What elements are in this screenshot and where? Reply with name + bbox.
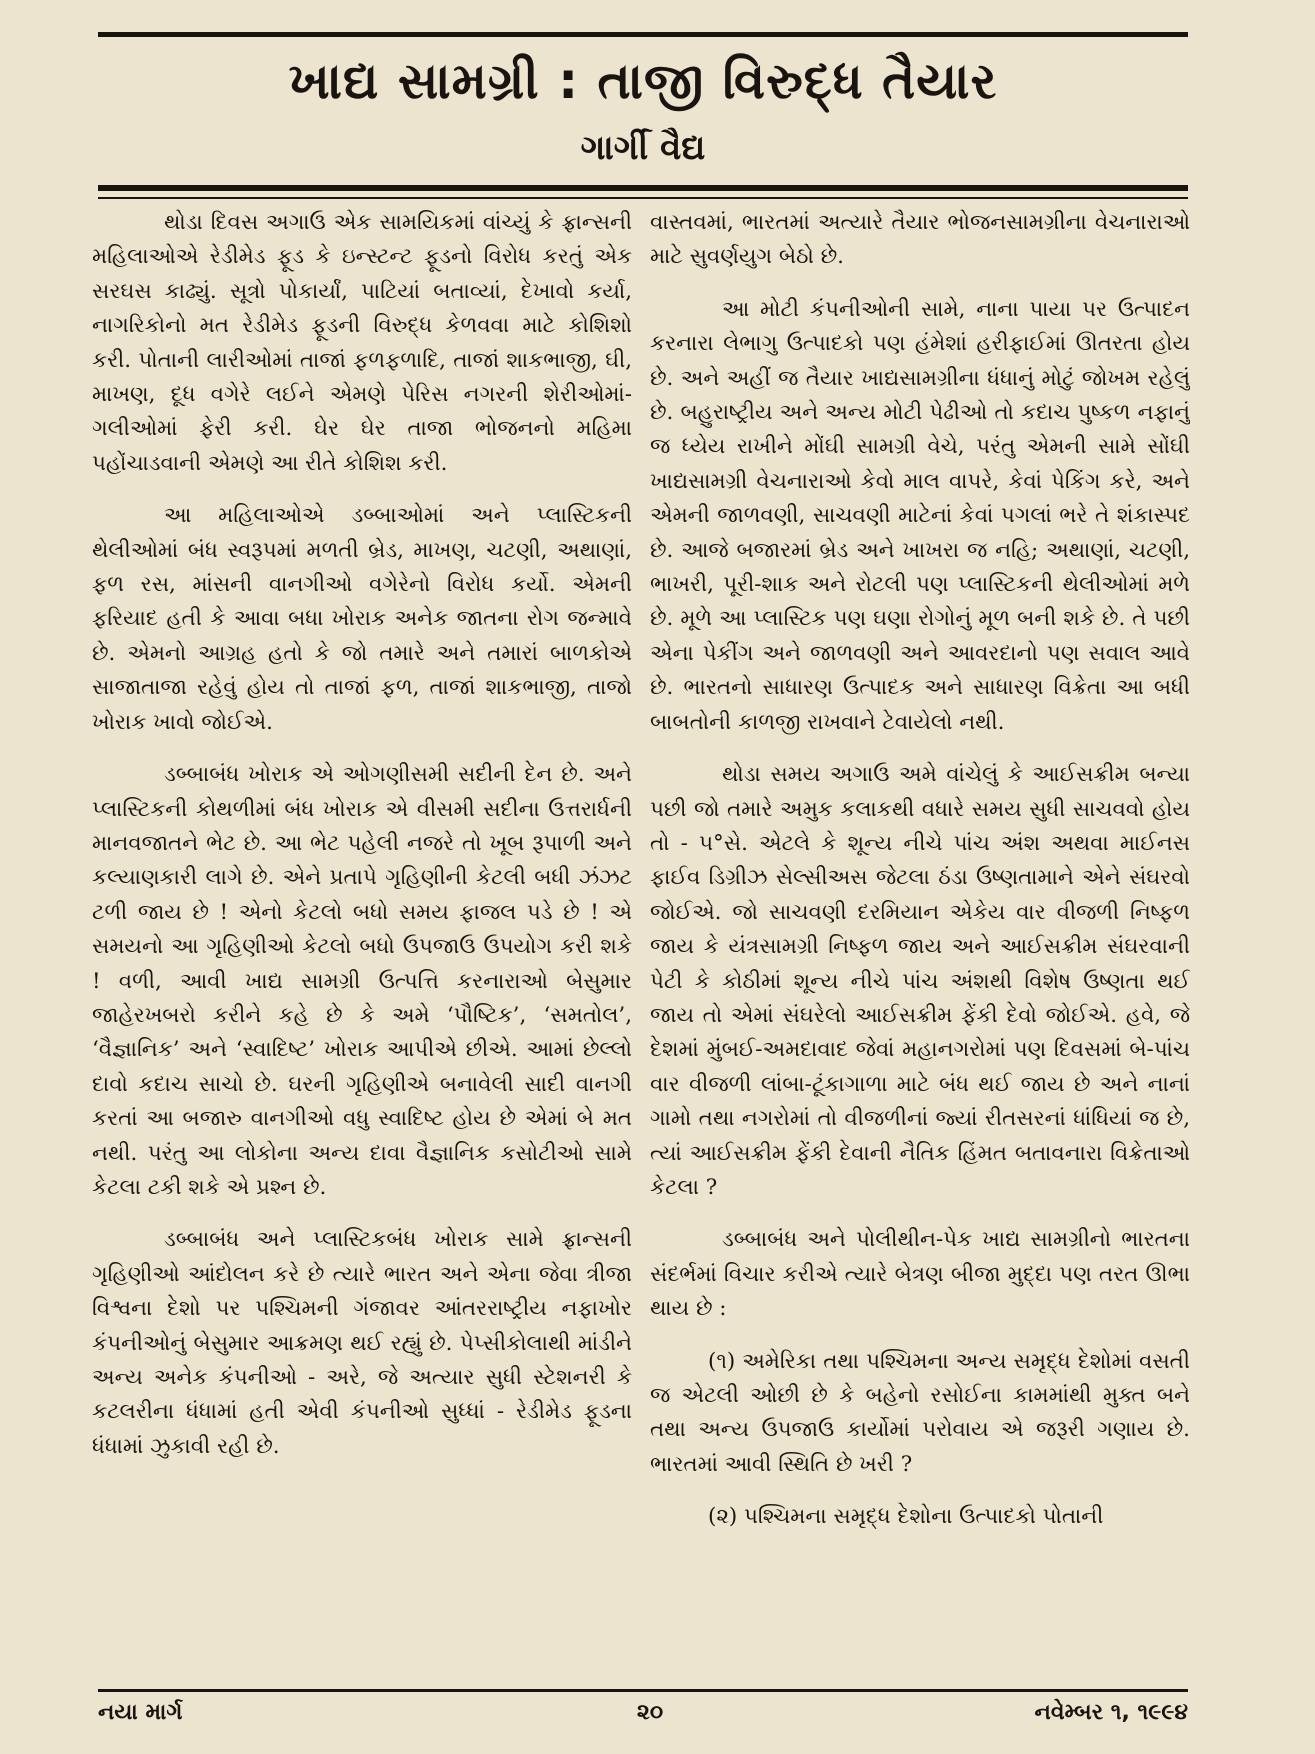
header-rule-thin — [98, 197, 1188, 199]
paragraph: આ મહિલાઓએ ડબ્બાઓમાં અને પ્લાસ્ટિકની થેલીઓમાં બંધ સ્વરૂપમાં મળતી બ્રેડ, માખણ, ચટણી, અથાણાં, ફળ રસ, માંસની વાનગીઓ વગેરેનો વિરોધ કર્યો. એમની ફરિયાદ હતી કે આવા બધા ખોરાક અનેક જાતના રોગ જન્માવે છે. એમનો આગ્રહ હતો કે જો તમારે અને તમારાં બાળકોએ સાજાતાજા રહેવું હોય તો તાજાં ફળ, તાજાં શાકભાજી, તાજો ખોરાક ખાવો જોઈએ. — [92, 503, 632, 735]
article-title: ખાદ્ય સામગ્રી : તાજી વિરુદ્ધ તૈયાર — [288, 52, 998, 110]
list-item: (૨) પશ્ચિમના સમૃદ્ધ દેશોના ઉત્પાદકો પોતાની — [708, 1504, 1104, 1530]
paragraph: ડબ્બાબંધ અને પોલીથીન-પેક ખાદ્ય સામગ્રીનો ભારતના સંદર્ભમાં વિચાર કરીએ ત્યારે બેત્રણ બીજા મુદ્દા પણ તરત ઊભા થાય છે : — [650, 1227, 1190, 1322]
paragraph: થોડા સમય અગાઉ અમે વાંચેલું કે આઈસક્રીમ બન્યા પછી જો તમારે અમુક કલાકથી વધારે સમય સુધી સાચવવો હોય તો - ૫°સે. એટલે કે શૂન્ય નીચે પાંચ અંશ અથવા માઈનસ ફાઈવ ડિગ્રીઝ સેલ્સીઅસ જેટલા ઠંડા ઉષ્ણતામાને એને સંઘરવો જોઈએ. જો સાચવણી દરમિયાન એકેય વાર વીજળી નિષ્ફળ જાય કે યંત્રસામગ્રી નિષ્ફળ જાય અને આઈસક્રીમ સંઘરવાની પેટી કે કોઠીમાં શૂન્ય નીચે પાંચ અંશથી વિશેષ ઉષ્ણતા થઈ જાય તો એમાં સંઘરેલો આઈસક્રીમ ફેંકી દેવો જોઈએ. હવે, જે દેશમાં મુંબઈ-અમદાવાદ જેવાં મહાનગરોમાં પણ દિવસમાં બે-પાંચ વાર વીજળી લાંબા-ટૂંકાગાળા માટે બંધ થઈ જાય છે અને નાનાં ગામો તથા નગરોમાં તો વીજળીનાં જ્યાં રીતસરનાં ધાંધિયાં જ છે, ત્યાં આઈસક્રીમ ફેંકી દેવાની નૈતિક હિંમત બતાવનારા વિક્રેતાઓ કેટલા ? — [650, 762, 1190, 1200]
top-rule — [98, 32, 1188, 37]
footer-publication: નયા માર્ગ — [98, 1700, 183, 1725]
paragraph: ડબ્બાબંધ અને પ્લાસ્ટિકબંધ ખોરાક સામે ફ્રાન્સની ગૃહિણીઓ આંદોલન કરે છે ત્યારે ભારત અને એના જેવા ત્રીજા વિશ્વના દેશો પર પશ્ચિમની ગંજાવર આંતરરાષ્ટ્રીય નફાખોર કંપનીઓનું બેસુમાર આક્રમણ થઈ રહ્યું છે. પેપ્સીકોલાથી માંડીને અન્ય અનેક કંપનીઓ - અરે, જે અત્યાર સુધી સ્ટેશનરી કે કટલરીના ધંધામાં હતી એવી કંપનીઓ સુધ્ધાં - રેડીમેડ ફૂડના ધંધામાં ઝુકાવી રહી છે. — [92, 1227, 632, 1459]
footer-rule — [98, 1689, 1188, 1692]
right-column — [650, 206, 1190, 1682]
left-column — [92, 206, 632, 1682]
paragraph: થોડા દિવસ અગાઉ એક સામયિકમાં વાંચ્યું કે ફ્રાન્સની મહિલાઓએ રેડીમેડ ફૂડ કે ઇન્સ્ટન્ટ ફૂડનો વિરોધ કરતું એક સરઘસ કાઢ્યું. સૂત્રો પોકાર્યાં, પાટિયાં બતાવ્યાં, દેખાવો કર્યા, નાગરિકોનો મત રેડીમેડ ફૂડની વિરુદ્ધ કેળવવા માટે કોશિશો કરી. પોતાની લારીઓમાં તાજાં ફળફળાદિ, તાજાં શાકભાજી, ઘી, માખણ, દૂધ વગેરે લઈને એમણે પેરિસ નગરની શેરીઓમાં-ગલીઓમાં ફેરી કરી. ઘેર ઘેર તાજા ભોજનનો મહિમા પહોંચાડવાની એમણે આ રીતે કોશિશ કરી. — [92, 210, 632, 476]
header-rule-thick — [98, 185, 1188, 191]
paragraph: ડબ્બાબંધ ખોરાક એ ઓગણીસમી સદીની દેન છે. અને પ્લાસ્ટિકની કોથળીમાં બંધ ખોરાક એ વીસમી સદીના ઉત્તરાર્ધની માનવજાતને ભેટ છે. આ ભેટ પહેલી નજરે તો ખૂબ રૂપાળી અને કલ્યાણકારી લાગે છે. એને પ્રતાપે ગૃહિણીની કેટલી બધી ઝંઝટ ટળી જાય છે ! એનો કેટલો બધો સમય ફાજલ પડે છે ! એ સમયનો આ ગૃહિણીઓ કેટલો બધો ઉપજાઉ ઉપયોગ કરી શકે ! વળી, આવી ખાદ્ય સામગ્રી ઉત્પત્તિ કરનારાઓ બેસુમાર જાહેરખબરો કરીને કહે છે કે અમે ‘પૌષ્ટિક’, ‘સમતોલ’, ‘વૈજ્ઞાનિક’ અને ‘સ્વાદિષ્ટ’ ખોરાક આપીએ છીએ. આમાં છેલ્લો દાવો કદાચ સાચો છે. ઘરની ગૃહિણીએ બનાવેલી સાદી વાનગી કરતાં આ બજારુ વાનગીઓ વધુ સ્વાદિષ્ટ હોય છે એમાં બે મત નથી. પરંતુ આ લોકોના અન્ય દાવા વૈજ્ઞાનિક કસોટીઓ સામે કેટલા ટકી શકે એ પ્રશ્ન છે. — [92, 762, 632, 1200]
footer-date: નવેમ્બર ૧, ૧૯૯૪ — [1034, 1700, 1188, 1725]
list-item: (૧) અમેરિકા તથા પશ્ચિમના અન્ય સમૃદ્ધ દેશોમાં વસતી જ એટલી ઓછી છે કે બહેનો રસોઈના કામમાંથી મુક્ત બને તથા અન્ય ઉપજાઉ કાર્યોમાં પરોવાય એ જરૂરી ગણાય છે. ભારતમાં આવી સ્થિતિ છે ખરી ? — [650, 1348, 1190, 1477]
article-author: ગાર્ગી વૈદ્ય — [580, 128, 706, 168]
paragraph-continued: વાસ્તવમાં, ભારતમાં અત્યારે તૈયાર ભોજનસામગ્રીના વેચનારાઓ માટે સુવર્ણયુગ બેઠો છે. — [650, 210, 1190, 270]
footer-page-number: ૨૦ — [636, 1700, 664, 1725]
paragraph: આ મોટી કંપનીઓની સામે, નાના પાયા પર ઉત્પાદન કરનારા લેભાગુ ઉત્પાદકો પણ હંમેશાં હરીફાઈમાં ઊતરતા હોય છે. અને અહીં જ તૈયાર ખાદ્યસામગ્રીના ધંધાનું મોટું જોખમ રહેલું છે. બહુરાષ્ટ્રીય અને અન્ય મોટી પેઢીઓ તો કદાચ પુષ્કળ નફાનું જ ધ્યેય રાખીને મોંઘી સામગ્રી વેચે, પરંતુ એમની સામે સોંઘી ખાદ્યસામગ્રી વેચનારાઓ કેવો માલ વાપરે, કેવાં પેકિંગ કરે, અને એમની જાળવણી, સાચવણી માટેનાં કેવાં પગલાં ભરે તે શંકાસ્પદ છે. આજે બજારમાં બ્રેડ અને ખાખરા જ નહિ; અથાણાં, ચટણી, ભાખરી, પૂરી-શાક અને રોટલી પણ પ્લાસ્ટિકની થેલીઓમાં મળે છે. મૂળે આ પ્લાસ્ટિક પણ ઘણા રોગોનું મૂળ બની શકે છે. તે પછી એના પેકીંગ અને જાળવણી અને આવરદાનો પણ સવાલ આવે છે. ભારતનો સાધારણ ઉત્પાદક અને સાધારણ વિક્રેતા આ બધી બાબતોની કાળજી રાખવાને ટેવાયેલો નથી. — [650, 296, 1190, 735]
